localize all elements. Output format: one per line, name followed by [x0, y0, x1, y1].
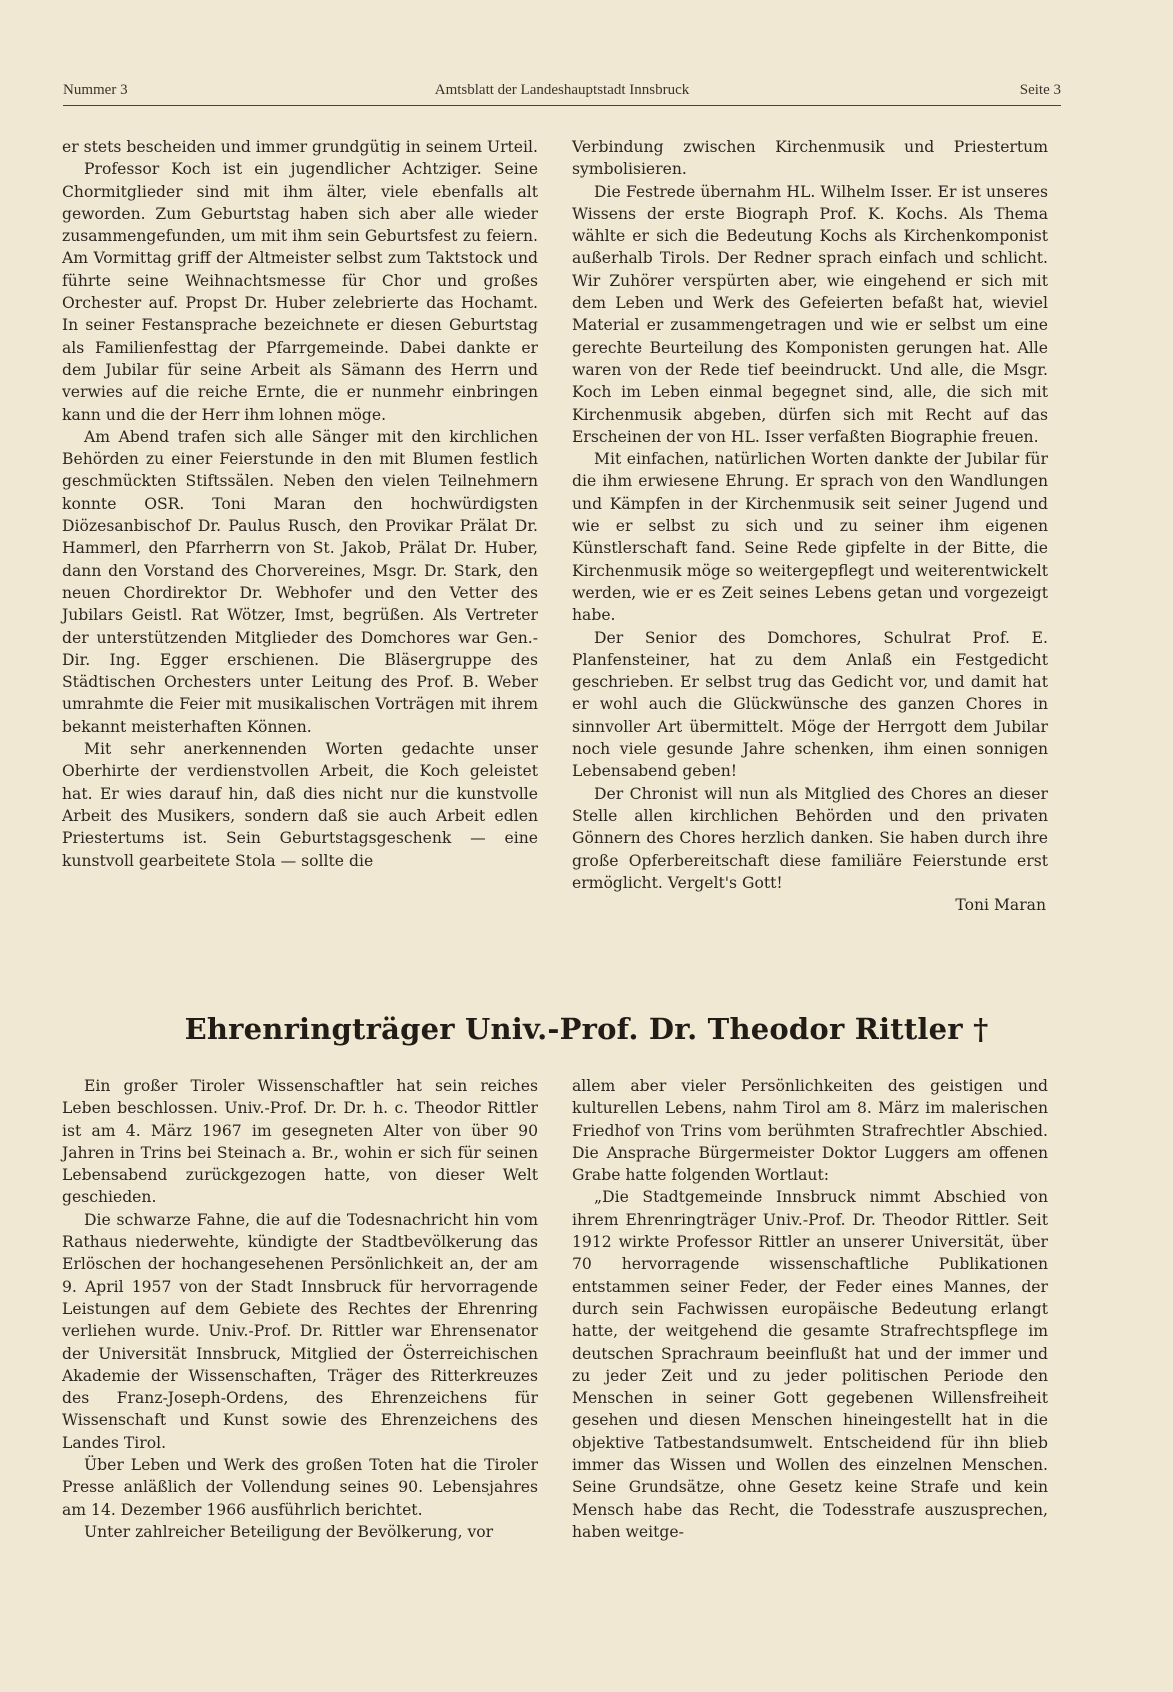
paragraph: Mit einfachen, natürlichen Worten dankte der Jubilar für die ihm erwiesene Ehrung. Er sprach von den Wandlungen und Kämpfen in der Kirchenmusik seit seiner Jugend und wie er selbst zu sich und zu seiner ihm eigenen Künstlerschaft fand. Seine Rede gipfelte in der Bitte, die Kirchenmusik möge so weitergepflegt und weiterentwickelt werden, wie er es Zeit seines Lebens getan und vorgezeigt habe. [572, 450, 1048, 625]
paragraph: Mit sehr anerkennenden Worten gedachte unser Oberhirte der verdienstvollen Arbeit, die Koch geleistet hat. Er wies darauf hin, daß dies nicht nur die kunstvolle Arbeit des Musikers, sondern daß sie auch Arbeit edlen Priestertums ist. Sein Geburtstagsgeschenk — eine kunstvoll gearbeitete Stola — sollte die [62, 740, 538, 870]
page-header [63, 79, 1061, 106]
paragraph: Der Chronist will nun als Mitglied des Chores an dieser Stelle allen kirchlichen Behörden und den privaten Gönnern des Chores herzlich danken. Sie haben durch ihre große Opferbereitschaft diese familiäre Feierstunde erst ermöglicht. Vergelt's Gott! [572, 784, 1048, 892]
page-number: Seite 3 [1019, 82, 1061, 98]
article1-column-right [572, 136, 1048, 916]
paragraph: „Die Stadtgemeinde Innsbruck nimmt Abschied von ihrem Ehrenringträger Univ.-Prof. Dr. Theodor Rittler. Seit 1912 wirkte Professor Rittler an unserer Universität, über 70 hervorragende wissenschaftliche Publikationen entstammen seiner Feder, der Feder eines Mannes, der durch sein Fachwissen europäische Bedeutung erlangt hatte, der weitgehend die gesamte Strafrechtspflege im deutschen Sprachraum beeinflußt hat und der immer und zu jeder Zeit und zu jeder politischen Periode den Menschen in seiner Gott gegebenen Willensfreiheit gesehen und diesen Menschen hineingestellt hat in die objektive Tatbestandsumwelt. Entscheidend für ihn blieb immer das Wissen und Wollen des einzelnen Menschen. Seine Grundsätze, ohne Gesetz keine Strafe und kein Mensch habe das Recht, die Todesstrafe auszusprechen, haben weitge- [572, 1188, 1048, 1541]
paragraph: Verbindung zwischen Kirchenmusik und Priestertum symbolisieren. [572, 138, 1048, 179]
paragraph: Ein großer Tiroler Wissenschaftler hat sein reiches Leben beschlossen. Univ.-Prof. Dr. Dr. h. c. Theodor Rittler ist am 4. März 1967 im gesegneten Alter von über 90 Jahren in Trins bei Steinach a. Br., wohin er sich für seinen Lebensabend zurückgezogen hatte, von dieser Welt geschieden. [62, 1077, 538, 1207]
paragraph: Professor Koch ist ein jugendlicher Achtziger. Seine Chormitglieder sind mit ihm älter, viele ebenfalls alt geworden. Zum Geburtstag haben sich aber alle wieder zusammengefunden, um mit ihm sein Geburtsfest zu feiern. Am Vormittag griff der Altmeister selbst zum Taktstock und führte seine Weihnachtsmesse für Chor und großes Orchester auf. Propst Dr. Huber zelebrierte das Hochamt. In seiner Festansprache bezeichnete er diesen Geburtstag als Familienfesttag der Pfarrgemeinde. Dabei dankte er dem Jubilar für seine Arbeit als Sämann des Herrn und verwies auf die reiche Ernte, die er nunmehr einbringen kann und die der Herr ihm lohnen möge. [62, 160, 538, 424]
paragraph: allem aber vieler Persönlichkeiten des geistigen und kulturellen Lebens, nahm Tirol am 8. März im malerischen Friedhof von Trins vom berühmten Strafrechtler Abschied. Die Ansprache Bürgermeister Doktor Luggers am offenen Grabe hatte folgenden Wortlaut: [572, 1077, 1048, 1185]
article2-column-left [62, 1075, 538, 1543]
article2-column-right [572, 1075, 1048, 1543]
paragraph: er stets bescheiden und immer grundgütig in seinem Urteil. [62, 138, 538, 156]
issue-number: Nummer 3 [63, 82, 128, 98]
article1-column-left [62, 136, 538, 872]
paragraph: Die Festrede übernahm HL. Wilhelm Isser. Er ist unseres Wissens der erste Biograph Prof. K. Kochs. Als Thema wählte er sich die Bedeutung Kochs als Kirchenkomponist außerhalb Tirols. Der Redner sprach einfach und schlicht. Wir Zuhörer verspürten aber, wie eingehend er sich mit dem Leben und Werk des Gefeierten befaßt hat, wieviel Material er zusammengetragen und wie er selbst um eine gerechte Beurteilung des Komponisten gerungen hat. Alle waren von der Rede tief beeindruckt. Und alle, die Msgr. Koch im Leben einmal begegnet sind, alle, die sich mit Kirchenmusik abgeben, dürfen sich mit Recht auf das Erscheinen der von HL. Isser verfaßten Biographie freuen. [572, 182, 1048, 446]
paragraph: Über Leben und Werk des großen Toten hat die Tiroler Presse anläßlich der Vollendung seines 90. Lebensjahres am 14. Dezember 1966 ausführlich berichtet. [62, 1456, 538, 1519]
publication-title: Amtsblatt der Landeshauptstadt Innsbruck [434, 82, 690, 98]
paragraph: Unter zahlreicher Beteiligung der Bevölkerung, vor [84, 1522, 494, 1541]
paragraph: Am Abend trafen sich alle Sänger mit den kirchlichen Behörden zu einer Feierstunde in den mit Blumen festlich geschmückten Stiftssälen. Neben den vielen Teilnehmern konnte OSR. Toni Maran den hochwürdigsten Diözesanbischof Dr. Paulus Rusch, den Provikar Prälat Dr. Hammerl, den Pfarrherrn von St. Jakob, Prälat Dr. Huber, dann den Vorstand des Chorvereines, Msgr. Dr. Stark, den neuen Chordirektor Dr. Webhofer und den Vetter des Jubilars Geistl. Rat Wötzer, Imst, begrüßen. Als Vertreter der unterstützenden Mitglieder des Domchores war Gen.-Dir. Ing. Egger erschienen. Die Bläsergruppe des Städtischen Orchesters unter Leitung des Prof. B. Weber umrahmte die Feier mit musikalischen Vorträgen mit ihrem bekannt meisterhaften Können. [62, 427, 538, 736]
author-signature: Toni Maran [955, 896, 1046, 915]
article2-headline: Ehrenringträger Univ.-Prof. Dr. Theodor Rittler † [184, 1012, 989, 1046]
paragraph: Der Senior des Domchores, Schulrat Prof. E. Planfensteiner, hat zu dem Anlaß ein Festgedicht geschrieben. Er selbst trug das Gedicht vor, und damit hat er wohl auch die Glückwünsche des ganzen Chores in sinnvoller Art übermittelt. Möge der Herrgott dem Jubilar noch viele gesunde Jahre schenken, ihm einen sonnigen Lebensabend geben! [572, 628, 1048, 781]
paragraph: Die schwarze Fahne, die auf die Todesnachricht hin vom Rathaus niederwehte, kündigte der Stadtbevölkerung das Erlöschen der hochangesehenen Persönlichkeit an, der am 9. April 1957 von der Stadt Innsbruck für hervorragende Leistungen auf dem Gebiete des Rechtes der Ehrenring verliehen wurde. Univ.-Prof. Dr. Rittler war Ehrensenator der Universität Innsbruck, Mitglied der Österreichischen Akademie der Wissenschaften, Träger des Ritterkreuzes des Franz-Joseph-Ordens, des Ehrenzeichens für Wissenschaft und Kunst sowie des Ehrenzeichens des Landes Tirol. [62, 1210, 538, 1452]
